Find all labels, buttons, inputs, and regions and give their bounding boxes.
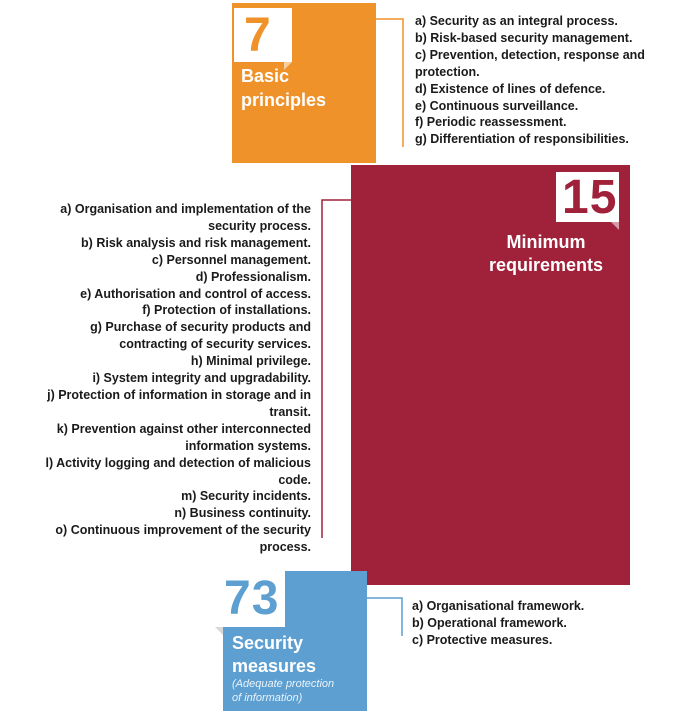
list-item: e) Continuous surveillance. [415, 98, 579, 113]
list-item: contracting of security services. [119, 337, 311, 352]
security-measures-count-box [223, 571, 285, 627]
list-item: g) Purchase of security products and [90, 320, 311, 335]
minimum-requirements-list [2, 201, 311, 556]
basic-principles-title [241, 64, 326, 112]
list-item: c) Personnel management. [151, 252, 311, 267]
basic-principles-count-box [234, 8, 292, 62]
security-measures-note [232, 677, 334, 705]
list-item: d) Existence of lines of defence. [415, 81, 606, 96]
corner-fold-shape [611, 222, 619, 230]
security-measures-note-line1: (Adequate protection [232, 678, 335, 690]
corner-fold-shape [215, 627, 223, 635]
security-measures-count: 73 [224, 572, 280, 625]
basic-principles-title-line1: Basic [241, 66, 290, 86]
list-item: protection. [415, 64, 480, 79]
list-item: information systems. [185, 438, 311, 453]
minimum-requirements-title-line1: Minimum [506, 232, 586, 252]
security-measures-connector [367, 597, 403, 637]
list-item: d) Professionalism. [195, 269, 311, 284]
list-item: m) Security incidents. [181, 489, 311, 504]
minimum-requirements-connector [321, 199, 351, 539]
list-item: security process. [208, 218, 311, 233]
minimum-requirements-count-box [556, 172, 619, 222]
list-item: a) Organisation and implementation of the [60, 202, 311, 216]
list-item: a) Organisational framework. [412, 599, 585, 613]
list-item: o) Continuous improvement of the security [55, 523, 311, 538]
list-item: i) System integrity and upgradability. [92, 371, 311, 386]
list-item: b) Operational framework. [412, 615, 567, 630]
list-item: g) Differentiation of responsibilities. [415, 132, 629, 147]
list-item: b) Risk-based security management. [415, 30, 633, 45]
list-item: e) Authorisation and control of access. [80, 286, 311, 301]
security-measures-list [412, 598, 652, 649]
list-item: code. [278, 472, 311, 487]
list-item: k) Prevention against other interconnected [56, 421, 311, 436]
minimum-requirements-count: 15 [562, 171, 618, 224]
list-item: n) Business continuity. [174, 506, 311, 521]
list-item: transit. [269, 404, 311, 419]
minimum-requirements-title [489, 231, 603, 277]
basic-principles-connector [376, 18, 404, 148]
minimum-requirements-block [351, 165, 630, 585]
security-measures-note-line2: of information) [232, 692, 303, 704]
list-item: c) Protective measures. [412, 632, 553, 647]
basic-principles-count: 7 [244, 9, 271, 62]
basic-principles-title-line2: principles [241, 90, 327, 110]
list-item: l) Activity logging and detection of malicious [45, 455, 311, 470]
list-item: h) Minimal privilege. [190, 354, 311, 369]
security-measures-title-line1: Security [232, 633, 304, 653]
security-measures-block [223, 571, 367, 711]
list-item: j) Protection of information in storage and in [47, 387, 311, 402]
list-item: process. [259, 540, 311, 555]
minimum-requirements-title-line2: requirements [488, 255, 603, 275]
list-item: b) Risk analysis and risk management. [81, 235, 311, 250]
security-measures-title-line2: measures [232, 656, 317, 676]
basic-principles-block [232, 3, 376, 163]
list-item: f) Periodic reassessment. [415, 115, 567, 130]
list-item: a) Security as an integral process. [415, 14, 618, 28]
list-item: f) Protection of installations. [142, 303, 311, 318]
security-measures-title [232, 632, 316, 678]
list-item: c) Prevention, detection, response and [415, 47, 645, 62]
basic-principles-list [415, 13, 683, 148]
